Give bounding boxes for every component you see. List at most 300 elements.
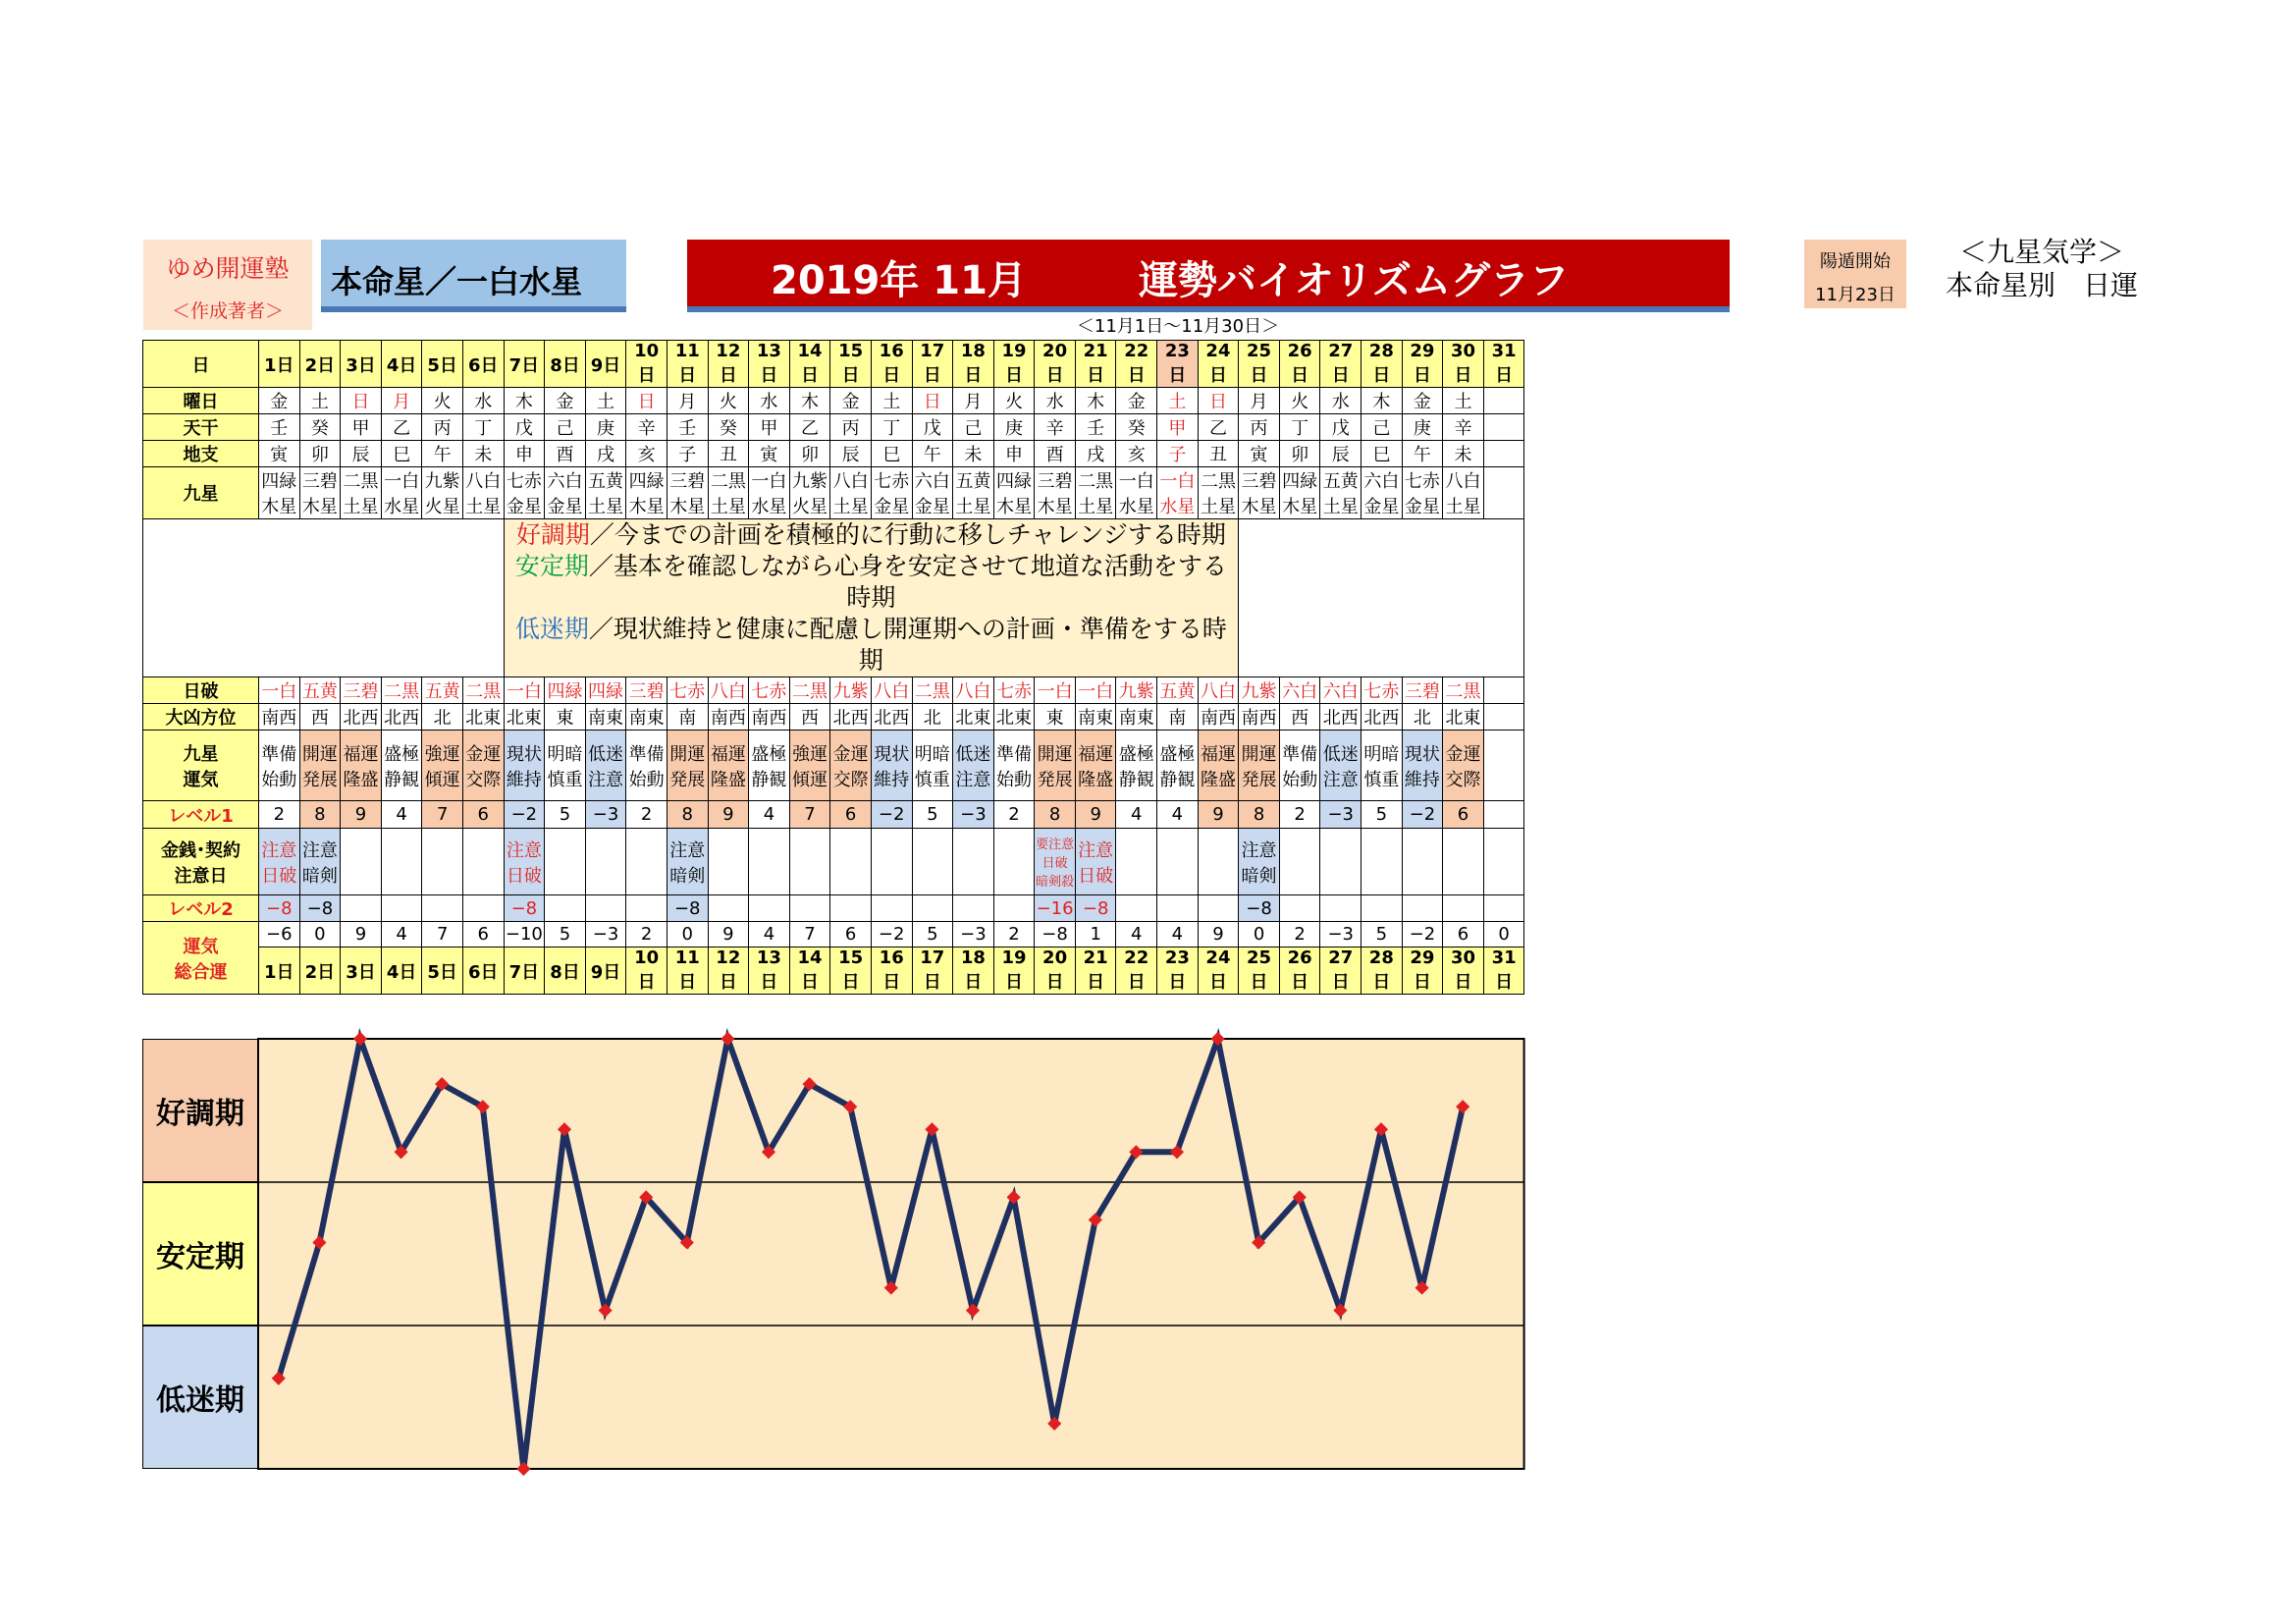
kyusei-cell-line: 金星: [547, 497, 583, 517]
row-label-line: 総合運: [174, 961, 228, 983]
row-label: 日: [143, 341, 259, 388]
weekday-cell: 月: [381, 388, 422, 414]
day-cell: 23日: [1157, 947, 1199, 995]
unki-cell-line: 注意: [955, 769, 991, 790]
row-label: [143, 731, 259, 801]
kyusei-cell: [1362, 467, 1403, 519]
day-cell: 29日: [1402, 947, 1443, 995]
total-cell: 0: [1483, 922, 1524, 947]
kyohoui-cell: 南西: [708, 704, 749, 731]
yoton-box: [1804, 240, 1906, 308]
weekday-cell: 水: [749, 388, 790, 414]
caution-cell: [1320, 829, 1362, 895]
kyohoui-cell: 南西: [259, 704, 300, 731]
caution-cell: [299, 829, 341, 895]
level1-cell: 9: [1198, 801, 1239, 829]
chishi-cell: 卯: [299, 441, 341, 467]
kyohoui-cell: 北: [422, 704, 463, 731]
unki-cell: [1116, 731, 1157, 801]
kyusei-cell-line: 九紫: [424, 471, 460, 492]
weekday-cell: 金: [830, 388, 872, 414]
day-cell: 2日: [299, 341, 341, 388]
unki-cell: [871, 731, 912, 801]
unki-cell-line: 静観: [384, 769, 420, 790]
legend-term: 好調期: [515, 520, 590, 549]
chishi-cell: 亥: [626, 441, 667, 467]
caution-cell: [1075, 829, 1116, 895]
chishi-cell: 子: [1157, 441, 1199, 467]
kyusei-cell: [341, 467, 382, 519]
kyusei-cell: [1198, 467, 1239, 519]
level1-cell: 8: [1035, 801, 1076, 829]
level2-cell: [1362, 895, 1403, 922]
caution-cell: [912, 829, 953, 895]
legend-text: ／現状維持と健康に配慮し開運期への計画・準備をする時期: [588, 615, 1227, 675]
day-cell: 14日: [789, 947, 830, 995]
tenkan-cell: 乙: [1198, 414, 1239, 441]
level2-cell: [1116, 895, 1157, 922]
caution-cell: [993, 829, 1035, 895]
unki-cell-line: 盛極: [751, 743, 787, 765]
chishi-cell: 未: [953, 441, 994, 467]
row-label: [143, 829, 259, 895]
weekday-cell: 水: [1320, 388, 1362, 414]
day-cell: 29日: [1402, 341, 1443, 388]
kyusei-cell: [299, 467, 341, 519]
kyusei-cell-line: 金星: [1404, 497, 1440, 517]
total-cell: 4: [1116, 922, 1157, 947]
total-cell: 0: [1239, 922, 1280, 947]
kyusei-cell-line: 水星: [1159, 497, 1196, 517]
kyusei-cell: [422, 467, 463, 519]
weekday-cell: 月: [1239, 388, 1280, 414]
nippa-cell: 二黒: [912, 677, 953, 704]
tenkan-cell: [1483, 414, 1524, 441]
nippa-cell: 二黒: [789, 677, 830, 704]
kyohoui-cell: 南東: [585, 704, 626, 731]
caution-cell-line: 暗剣殺: [1036, 875, 1075, 890]
kyusei-cell: [912, 467, 953, 519]
tenkan-cell: 己: [953, 414, 994, 441]
level1-cell: 4: [1116, 801, 1157, 829]
unki-cell-line: 注意: [1322, 769, 1359, 790]
tenkan-cell: 甲: [749, 414, 790, 441]
level1-cell: 7: [789, 801, 830, 829]
legend-spacer: [1239, 519, 1524, 677]
weekday-cell: 金: [1116, 388, 1157, 414]
legend-item: [505, 551, 1239, 614]
yoton-date: 11月23日: [1815, 285, 1896, 305]
kyusei-cell-line: 五黄: [1322, 471, 1359, 492]
weekday-cell: 日: [912, 388, 953, 414]
kyusei-cell-line: 木星: [628, 497, 665, 517]
tenkan-cell: 庚: [993, 414, 1035, 441]
level1-cell: 7: [422, 801, 463, 829]
kyusei-cell: [667, 467, 708, 519]
unki-cell-line: 静観: [1159, 769, 1196, 790]
kyusei-cell: [1239, 467, 1280, 519]
chishi-cell: 寅: [1239, 441, 1280, 467]
weekday-cell: 火: [708, 388, 749, 414]
zone-label-good: 好調期: [142, 1039, 258, 1182]
kyohoui-cell: 東: [545, 704, 586, 731]
total-cell: 0: [667, 922, 708, 947]
row-label-line: 運気: [183, 936, 219, 957]
chishi-cell: 丑: [1198, 441, 1239, 467]
kyusei-cell-line: 金星: [874, 497, 910, 517]
caution-cell: [626, 829, 667, 895]
brand-name: ゆめ開運塾: [166, 254, 290, 283]
unki-cell-line: 発展: [301, 769, 338, 790]
kyusei-cell: [626, 467, 667, 519]
tenkan-cell: 乙: [381, 414, 422, 441]
kyusei-cell-line: 土星: [710, 497, 746, 517]
kyusei-cell-line: 土星: [1322, 497, 1359, 517]
tenkan-cell: 戊: [504, 414, 545, 441]
unki-cell: [1035, 731, 1076, 801]
kyusei-cell: [259, 467, 300, 519]
caution-cell: [1443, 829, 1484, 895]
unki-cell-line: 始動: [1282, 769, 1318, 790]
nippa-cell: 一白: [1075, 677, 1116, 704]
unki-cell-line: 盛極: [1118, 743, 1154, 765]
tenkan-cell: 戊: [912, 414, 953, 441]
level2-cell: [626, 895, 667, 922]
weekday-cell: 水: [1035, 388, 1076, 414]
total-cell: 9: [1198, 922, 1239, 947]
tenkan-cell: 丙: [1239, 414, 1280, 441]
level2-cell: [1402, 895, 1443, 922]
kyohoui-cell: 北西: [1362, 704, 1403, 731]
kyusei-cell-line: 土星: [343, 497, 379, 517]
row-label: 天干: [143, 414, 259, 441]
tenkan-cell: 己: [545, 414, 586, 441]
kyusei-cell-line: 七赤: [874, 471, 910, 492]
kyusei-cell: [789, 467, 830, 519]
kyusei-cell: [993, 467, 1035, 519]
kyohoui-cell: 北西: [1320, 704, 1362, 731]
unki-cell-line: 福運: [1200, 743, 1236, 765]
unki-cell-line: 明暗: [1363, 743, 1400, 765]
chishi-cell: 未: [1443, 441, 1484, 467]
unki-cell-line: 金運: [832, 743, 869, 765]
chishi-cell: 戌: [585, 441, 626, 467]
day-cell: 14日: [789, 341, 830, 388]
kyusei-cell-line: 火星: [792, 497, 828, 517]
day-cell: 1日: [259, 947, 300, 995]
kyohoui-cell: 西: [299, 704, 341, 731]
level2-cell: [422, 895, 463, 922]
level2-cell: [993, 895, 1035, 922]
tenkan-cell: 庚: [585, 414, 626, 441]
unki-cell: [1443, 731, 1484, 801]
level2-cell: −8: [1239, 895, 1280, 922]
day-cell: 20日: [1035, 341, 1076, 388]
kyusei-cell: [504, 467, 545, 519]
kyohoui-cell: [1483, 704, 1524, 731]
unki-cell: [545, 731, 586, 801]
level1-cell: −2: [504, 801, 545, 829]
nippa-cell: 六白: [1320, 677, 1362, 704]
kyusei-cell-line: 四緑: [1282, 471, 1318, 492]
nippa-cell: 八白: [871, 677, 912, 704]
kyusei-cell: [749, 467, 790, 519]
kyusei-cell-line: 六白: [547, 471, 583, 492]
unki-cell-line: 始動: [628, 769, 665, 790]
caution-cell: [789, 829, 830, 895]
kyusei-cell: [1035, 467, 1076, 519]
nippa-cell: 八白: [708, 677, 749, 704]
nippa-cell: 七赤: [993, 677, 1035, 704]
kyusei-cell-line: 土星: [832, 497, 869, 517]
unki-cell: [912, 731, 953, 801]
level1-cell: −2: [871, 801, 912, 829]
total-cell: 6: [830, 922, 872, 947]
level2-cell: [1443, 895, 1484, 922]
unki-cell-line: 注意: [588, 769, 624, 790]
legend-term: 安定期: [514, 552, 589, 580]
chishi-cell: 申: [993, 441, 1035, 467]
day-cell: 17日: [912, 947, 953, 995]
level1-cell: 2: [259, 801, 300, 829]
day-cell: 16日: [871, 341, 912, 388]
row-label-line: 九星: [183, 743, 219, 765]
legend: [504, 519, 1239, 677]
unki-cell-line: 準備: [261, 743, 297, 765]
unki-cell: [667, 731, 708, 801]
tenkan-cell: 壬: [259, 414, 300, 441]
level1-cell: −3: [1320, 801, 1362, 829]
kyusei-cell-line: 八白: [832, 471, 869, 492]
level1-cell: 6: [1443, 801, 1484, 829]
chishi-cell: 巳: [871, 441, 912, 467]
caution-cell-line: 注意: [1078, 839, 1114, 861]
unki-cell-line: 開運: [301, 743, 338, 765]
level2-cell: −8: [299, 895, 341, 922]
unki-cell-line: 静観: [751, 769, 787, 790]
level1-cell: 5: [912, 801, 953, 829]
unki-cell-line: 金運: [1445, 743, 1481, 765]
total-cell: −3: [953, 922, 994, 947]
tenkan-cell: 丁: [871, 414, 912, 441]
chishi-cell: 戌: [1075, 441, 1116, 467]
chishi-cell: 子: [667, 441, 708, 467]
unki-cell-line: 隆盛: [1200, 769, 1236, 790]
day-cell: 1日: [259, 341, 300, 388]
kyusei-cell-line: 一白: [1159, 471, 1196, 492]
tenkan-cell: 癸: [1116, 414, 1157, 441]
unki-cell-line: 慎重: [1363, 769, 1400, 790]
unki-cell-line: 慎重: [914, 769, 950, 790]
kyusei-cell-line: 三碧: [1037, 471, 1073, 492]
unki-cell-line: 隆盛: [343, 769, 379, 790]
unki-cell-line: 福運: [710, 743, 746, 765]
kyohoui-cell: 北: [912, 704, 953, 731]
level1-cell: 4: [749, 801, 790, 829]
tenkan-cell: 庚: [1402, 414, 1443, 441]
day-cell: 25日: [1239, 947, 1280, 995]
unki-cell-line: 強運: [424, 743, 460, 765]
kyohoui-cell: 北西: [341, 704, 382, 731]
caution-cell: [1157, 829, 1199, 895]
unki-cell: [830, 731, 872, 801]
weekday-cell: 木: [504, 388, 545, 414]
nippa-cell: 七赤: [1362, 677, 1403, 704]
nippa-cell: 一白: [504, 677, 545, 704]
weekday-cell: 木: [1075, 388, 1116, 414]
caution-cell: [1198, 829, 1239, 895]
day-cell: 10日: [626, 947, 667, 995]
nippa-cell: 三碧: [626, 677, 667, 704]
unki-cell-line: 隆盛: [710, 769, 746, 790]
total-cell: 2: [1279, 922, 1320, 947]
weekday-cell: 月: [667, 388, 708, 414]
kyohoui-cell: 北西: [381, 704, 422, 731]
kyusei-cell-line: 木星: [995, 497, 1032, 517]
tenkan-cell: 癸: [708, 414, 749, 441]
row-label: 日破: [143, 677, 259, 704]
chishi-cell: 卯: [1279, 441, 1320, 467]
unki-cell: [626, 731, 667, 801]
caution-cell-line: 注意: [1241, 839, 1277, 861]
day-cell: 21日: [1075, 341, 1116, 388]
unki-cell-line: 慎重: [547, 769, 583, 790]
kyusei-cell: [1116, 467, 1157, 519]
kyusei-cell-line: 八白: [1445, 471, 1481, 492]
tenkan-cell: 癸: [299, 414, 341, 441]
total-cell: −8: [1035, 922, 1076, 947]
day-cell: 22日: [1116, 341, 1157, 388]
kyusei-cell: [462, 467, 504, 519]
row-label: 地支: [143, 441, 259, 467]
unki-cell-line: 傾運: [792, 769, 828, 790]
kyusei-cell-line: 七赤: [506, 471, 542, 492]
unki-cell-line: 低迷: [955, 743, 991, 765]
tenkan-cell: 丙: [830, 414, 872, 441]
level2-cell: [708, 895, 749, 922]
kyusei-cell-line: 六白: [1363, 471, 1400, 492]
zone-label-low: 低迷期: [142, 1326, 258, 1469]
chishi-cell: 未: [462, 441, 504, 467]
legend-term: 低迷期: [514, 615, 589, 643]
caution-cell-line: 暗剣: [301, 865, 338, 887]
chishi-cell: 午: [1402, 441, 1443, 467]
caution-cell: [1035, 829, 1076, 895]
plot-background: [258, 1039, 1524, 1469]
nippa-cell: 三碧: [1402, 677, 1443, 704]
unki-cell: [1483, 731, 1524, 801]
tenkan-cell: 甲: [1157, 414, 1199, 441]
tenkan-cell: 己: [1362, 414, 1403, 441]
title-banner: [687, 240, 1730, 312]
chishi-cell: 寅: [259, 441, 300, 467]
unki-cell: [422, 731, 463, 801]
nippa-cell: 八白: [953, 677, 994, 704]
weekday-cell: 火: [993, 388, 1035, 414]
tenkan-cell: 戊: [1320, 414, 1362, 441]
unki-cell: [299, 731, 341, 801]
day-cell: 19日: [993, 947, 1035, 995]
unki-cell-line: 交際: [832, 769, 869, 790]
kyusei-cell: [830, 467, 872, 519]
unki-cell: [1362, 731, 1403, 801]
caution-cell-line: 注意: [506, 839, 542, 861]
weekday-cell: 土: [871, 388, 912, 414]
unki-cell: [585, 731, 626, 801]
kyohoui-cell: 西: [1279, 704, 1320, 731]
kyohoui-cell: 南西: [1198, 704, 1239, 731]
kyusei-cell-line: 土星: [588, 497, 624, 517]
weekday-cell: 日: [626, 388, 667, 414]
day-cell: 27日: [1320, 947, 1362, 995]
level2-cell: [1157, 895, 1199, 922]
caution-cell: [1483, 829, 1524, 895]
unki-cell-line: 明暗: [914, 743, 950, 765]
caution-cell: [871, 829, 912, 895]
level2-cell: −8: [504, 895, 545, 922]
day-cell: 12日: [708, 947, 749, 995]
day-cell: 6日: [462, 341, 504, 388]
caution-cell-line: 日破: [1041, 856, 1068, 871]
day-cell: 5日: [422, 947, 463, 995]
kyusei-cell-line: 三碧: [669, 471, 706, 492]
legend-text: ／基本を確認しながら心身を安定させて地道な活動をする時期: [588, 552, 1227, 612]
caution-cell-line: 注意: [669, 839, 706, 861]
legend-text: ／今までの計画を積極的に行動に移しチャレンジする時期: [589, 520, 1226, 549]
unki-cell-line: 静観: [1118, 769, 1154, 790]
legend-item: [505, 614, 1239, 677]
total-cell: 1: [1075, 922, 1116, 947]
level1-cell: 4: [381, 801, 422, 829]
caution-cell: [1362, 829, 1403, 895]
tenkan-cell: 辛: [626, 414, 667, 441]
kyohoui-cell: 南西: [749, 704, 790, 731]
caution-cell: [341, 829, 382, 895]
weekday-cell: 日: [1198, 388, 1239, 414]
unki-cell-line: 明暗: [547, 743, 583, 765]
kyusei-cell-line: 火星: [424, 497, 460, 517]
day-cell: 30日: [1443, 341, 1484, 388]
day-cell: 28日: [1362, 947, 1403, 995]
unki-cell: [341, 731, 382, 801]
kyohoui-cell: 北西: [830, 704, 872, 731]
kyohoui-cell: 北西: [871, 704, 912, 731]
kyohoui-cell: 北東: [504, 704, 545, 731]
kyusei-cell-line: 四緑: [628, 471, 665, 492]
level2-cell: −16: [1035, 895, 1076, 922]
nippa-cell: 一白: [259, 677, 300, 704]
fortune-table: [142, 340, 1524, 995]
level1-cell: 8: [667, 801, 708, 829]
weekday-cell: 土: [585, 388, 626, 414]
total-cell: 5: [545, 922, 586, 947]
title-main: 運勢バイオリズムグラフ: [1139, 258, 1569, 303]
kyusei-cell-line: 二黒: [1078, 471, 1114, 492]
unki-cell: [1157, 731, 1199, 801]
unki-cell-line: 始動: [995, 769, 1032, 790]
unki-cell: [749, 731, 790, 801]
day-cell: 13日: [749, 947, 790, 995]
total-cell: 4: [749, 922, 790, 947]
nippa-cell: 二黒: [462, 677, 504, 704]
day-cell: 27日: [1320, 341, 1362, 388]
level2-cell: [545, 895, 586, 922]
unki-cell-line: 現状: [506, 743, 542, 765]
kyusei-cell-line: 一白: [384, 471, 420, 492]
unki-cell: [993, 731, 1035, 801]
kyusei-box: [1924, 236, 2160, 302]
chishi-cell: 亥: [1116, 441, 1157, 467]
